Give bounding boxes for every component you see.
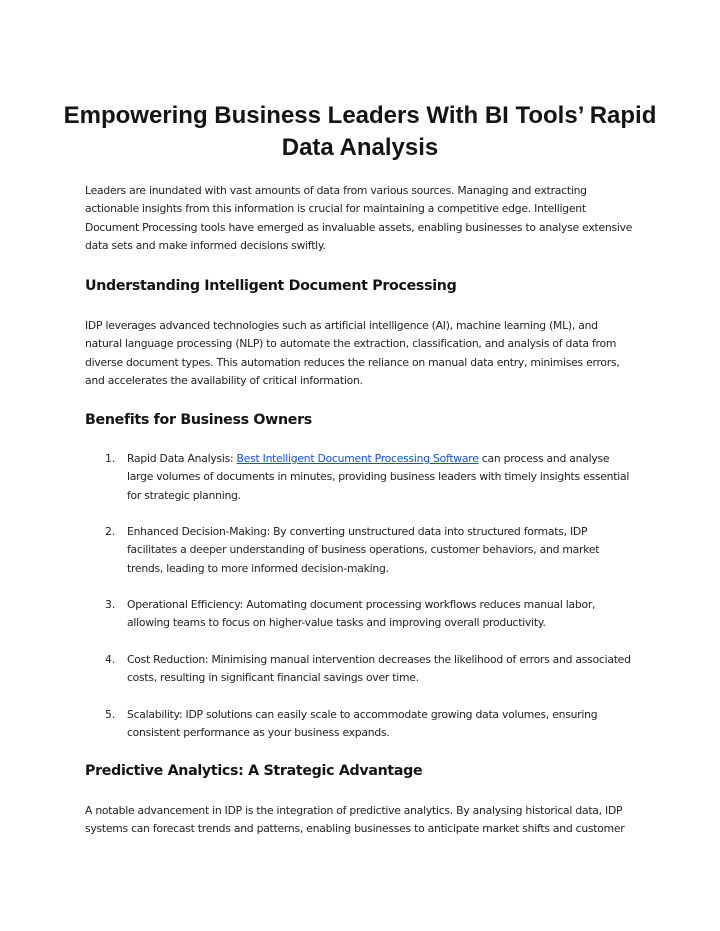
section-heading-benefits: Benefits for Business Owners — [85, 412, 312, 428]
list-item-number: 1. — [105, 452, 116, 465]
list-item-text: Scalability: IDP solutions can easily scale to accommodate growing data volumes, ensuring consistent performance as your business expands. — [127, 708, 598, 740]
list-item-number: 3. — [105, 598, 116, 611]
section-body-idp: IDP leverages advanced technologies such as artificial intelligence (AI), machine learning (ML), and natural language processing (NLP) to automate the extraction, classification, and analysis of data from diverse document types. This automation reduces the reliance on manual data entry, minimises errors, and accelerates the availability of critical information. — [85, 319, 620, 387]
section-heading-predictive: Predictive Analytics: A Strategic Advantage — [85, 763, 423, 779]
list-item-suffix: can process and analyse large volumes of documents in minutes, providing business leaders with timely insights essential for strategic planning. — [127, 452, 630, 502]
list-item-number: 4. — [105, 653, 116, 666]
page-title: Empowering Business Leaders With BI Tools’ Rapid Data Analysis — [63, 102, 657, 161]
list-item-prefix: Rapid Data Analysis: — [127, 452, 237, 465]
best-idp-software-link[interactable]: Best Intelligent Document Processing Software — [236, 452, 479, 465]
list-item-text: Cost Reduction: Minimising manual intervention decreases the likelihood of errors and associated costs, resulting in significant financial savings over time. — [127, 653, 631, 685]
list-item-text: Operational Efficiency: Automating document processing workflows reduces manual labor, allowing teams to focus on higher-value tasks and improving overall productivity. — [127, 598, 596, 630]
list-item-text: Enhanced Decision-Making: By converting unstructured data into structured formats, IDP facilitates a deeper understanding of business operations, customer behaviors, and market trends, leading to more informed decision-making. — [127, 525, 600, 575]
list-item-text — [127, 450, 635, 505]
section-body-predictive: A notable advancement in IDP is the integration of predictive analytics. By analysing historical data, IDP systems can forecast trends and patterns, enabling businesses to anticipate market shifts and customer — [85, 804, 625, 836]
intro-paragraph: Leaders are inundated with vast amounts of data from various sources. Managing and extracting actionable insights from this information is crucial for maintaining a competitive edge. Intelligent Document Processing tools have emerged as invaluable assets, enabling businesses to analyse extensive data sets and make informed decisions swiftly. — [85, 184, 633, 252]
list-item-number: 5. — [105, 708, 116, 721]
list-item-number: 2. — [105, 525, 116, 538]
section-heading-idp: Understanding Intelligent Document Processing — [85, 278, 457, 294]
